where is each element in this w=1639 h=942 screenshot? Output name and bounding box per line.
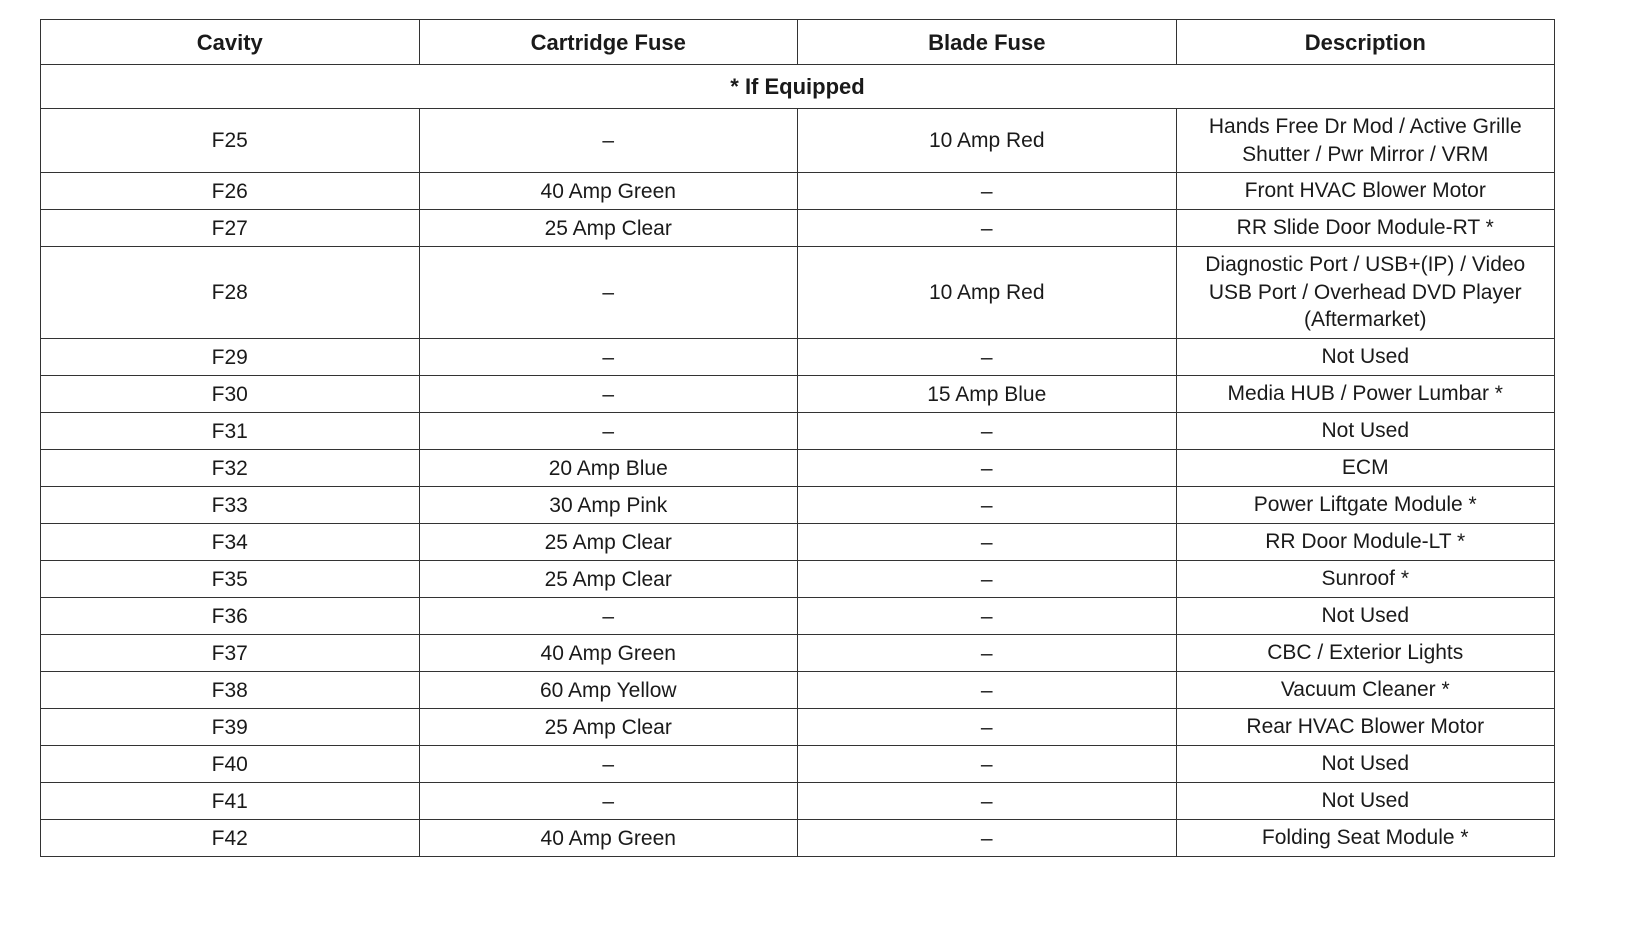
header-blade-fuse: Blade Fuse [798,20,1177,65]
cartridge-cell: – [419,746,798,783]
blade-cell: – [798,413,1177,450]
cavity-cell: F33 [41,487,420,524]
cartridge-cell: 30 Amp Pink [419,487,798,524]
cavity-cell: F42 [41,820,420,857]
cartridge-cell: 40 Amp Green [419,635,798,672]
cartridge-cell: – [419,413,798,450]
cartridge-cell: – [419,598,798,635]
blade-cell: – [798,635,1177,672]
description-cell: RR Slide Door Module-RT * [1176,210,1555,247]
table-row [41,598,1555,635]
blade-cell: – [798,524,1177,561]
table-row [41,173,1555,210]
description-cell: Power Liftgate Module * [1176,487,1555,524]
cavity-cell: F32 [41,450,420,487]
cavity-cell: F35 [41,561,420,598]
description-cell: ECM [1176,450,1555,487]
table-row [41,247,1555,339]
blade-cell: – [798,709,1177,746]
description-cell: CBC / Exterior Lights [1176,635,1555,672]
cavity-cell: F38 [41,672,420,709]
table-row [41,524,1555,561]
fuse-table [40,19,1555,857]
cartridge-cell: 40 Amp Green [419,820,798,857]
cavity-cell: F29 [41,339,420,376]
table-row [41,672,1555,709]
blade-cell: – [798,672,1177,709]
description-cell: Front HVAC Blower Motor [1176,173,1555,210]
cavity-cell: F37 [41,635,420,672]
table-row [41,746,1555,783]
cartridge-cell: – [419,247,798,339]
note-row [41,65,1555,109]
header-cavity: Cavity [41,20,420,65]
cartridge-cell: 25 Amp Clear [419,561,798,598]
description-cell: Not Used [1176,746,1555,783]
cavity-cell: F26 [41,173,420,210]
description-cell: Not Used [1176,339,1555,376]
table-row [41,820,1555,857]
cavity-cell: F28 [41,247,420,339]
table-row [41,376,1555,413]
cartridge-cell: – [419,783,798,820]
cavity-cell: F30 [41,376,420,413]
description-cell: Media HUB / Power Lumbar * [1176,376,1555,413]
header-description: Description [1176,20,1555,65]
cartridge-cell: 25 Amp Clear [419,210,798,247]
description-cell: Hands Free Dr Mod / Active Grille Shutter / Pwr Mirror / VRM [1176,109,1555,173]
cavity-cell: F25 [41,109,420,173]
description-cell: Not Used [1176,413,1555,450]
table-row [41,709,1555,746]
description-cell: Not Used [1176,783,1555,820]
cavity-cell: F31 [41,413,420,450]
description-cell: Not Used [1176,598,1555,635]
description-cell: Vacuum Cleaner * [1176,672,1555,709]
cavity-cell: F39 [41,709,420,746]
description-cell: RR Door Module-LT * [1176,524,1555,561]
cavity-cell: F40 [41,746,420,783]
cartridge-cell: – [419,339,798,376]
table-row [41,487,1555,524]
cartridge-cell: 25 Amp Clear [419,709,798,746]
cavity-cell: F34 [41,524,420,561]
table-row [41,210,1555,247]
cartridge-cell: – [419,109,798,173]
blade-cell: – [798,487,1177,524]
blade-cell: – [798,450,1177,487]
blade-cell: – [798,561,1177,598]
table-row [41,413,1555,450]
blade-cell: – [798,746,1177,783]
cartridge-cell: – [419,376,798,413]
cavity-cell: F36 [41,598,420,635]
blade-cell: – [798,820,1177,857]
description-cell: Folding Seat Module * [1176,820,1555,857]
blade-cell: – [798,339,1177,376]
table-row [41,561,1555,598]
header-cartridge-fuse: Cartridge Fuse [419,20,798,65]
cartridge-cell: 60 Amp Yellow [419,672,798,709]
blade-cell: – [798,173,1177,210]
blade-cell: 15 Amp Blue [798,376,1177,413]
description-cell: Sunroof * [1176,561,1555,598]
table-row [41,339,1555,376]
description-cell: Diagnostic Port / USB+(IP) / Video USB Port / Overhead DVD Player (Aftermarket) [1176,247,1555,339]
table-row [41,109,1555,173]
header-row [41,20,1555,65]
blade-cell: – [798,598,1177,635]
cartridge-cell: 40 Amp Green [419,173,798,210]
blade-cell: – [798,783,1177,820]
description-cell: Rear HVAC Blower Motor [1176,709,1555,746]
table-row [41,450,1555,487]
blade-cell: 10 Amp Red [798,109,1177,173]
cartridge-cell: 20 Amp Blue [419,450,798,487]
blade-cell: – [798,210,1177,247]
blade-cell: 10 Amp Red [798,247,1177,339]
if-equipped-note: * If Equipped [41,65,1555,109]
cavity-cell: F27 [41,210,420,247]
table-row [41,783,1555,820]
table-row [41,635,1555,672]
cavity-cell: F41 [41,783,420,820]
cartridge-cell: 25 Amp Clear [419,524,798,561]
